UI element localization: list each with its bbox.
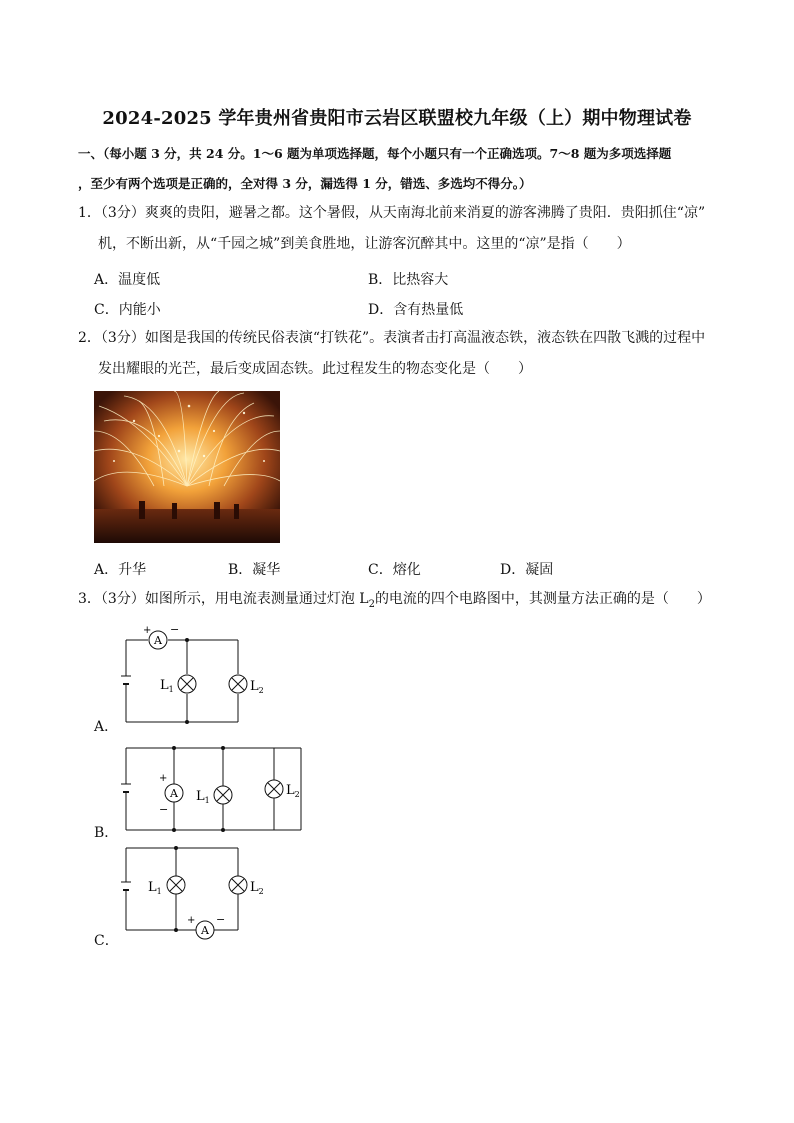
circuit-option-a-label[interactable]: A． bbox=[94, 719, 119, 735]
q1-option-b[interactable]: B．比热容大 bbox=[368, 272, 449, 288]
q2-option-d[interactable]: D．凝固 bbox=[500, 562, 554, 578]
q2-option-a[interactable]: A．升华 bbox=[94, 562, 147, 578]
lamp-l1-label: $L_1$ bbox=[148, 880, 162, 896]
question-2-line-2: 发出耀眼的光芒，最后变成固态铁。此过程发生的物态变化是（ ） bbox=[98, 361, 532, 377]
ammeter-a-minus: − bbox=[170, 623, 180, 636]
question-1-line-2: 机，不断出新，从“千园之城”到美食胜地，让游客沉醉其中。这里的“凉”是指（ ） bbox=[98, 236, 631, 252]
ammeter-c-minus: − bbox=[216, 913, 226, 926]
q1-option-a[interactable]: A．温度低 bbox=[94, 272, 161, 288]
question-1-line-1: 1．（3分）爽爽的贵阳，避暑之都。这个暑假，从天南海北前来消夏的游客沸腾了贵阳．贵阳抓住“凉” bbox=[78, 205, 706, 221]
lamp-l1-label: $L_1$ bbox=[160, 678, 174, 694]
question-1 bbox=[78, 198, 728, 260]
lamp-l2-label: $L_2$ bbox=[250, 679, 264, 695]
q2-option-b[interactable]: B．凝华 bbox=[228, 562, 281, 578]
ammeter-a-label: A bbox=[154, 634, 162, 647]
question-3-suffix: 的电流的四个电路图中，其测量方法正确的是（ ） bbox=[374, 591, 711, 607]
circuit-b[interactable] bbox=[110, 740, 310, 840]
q1-option-c[interactable]: C．内能小 bbox=[94, 302, 161, 318]
lamp-l2-label: $L_2$ bbox=[286, 783, 300, 799]
question-3 bbox=[78, 584, 728, 620]
q1-option-d[interactable]: D．含有热量低 bbox=[368, 302, 464, 318]
page-title: 2024-2025 学年贵州省贵阳市云岩区联盟校九年级（上）期中物理试卷 bbox=[102, 108, 692, 129]
lamp-l1-label: $L_1$ bbox=[196, 789, 210, 805]
circuit-a[interactable] bbox=[110, 620, 280, 730]
section-line-1: 一、（每小题 3 分，共 24 分。1～6 题为单项选择题，每个小题只有一个正确选项。7～8 题为多项选择题 bbox=[78, 146, 672, 161]
question-3-sub: 2 bbox=[368, 598, 375, 610]
iron-flower-photo bbox=[94, 391, 280, 543]
ammeter-b-plus: + bbox=[159, 773, 168, 784]
ammeter-c-label: A bbox=[201, 924, 209, 937]
ammeter-c-plus: + bbox=[187, 915, 196, 926]
ammeter-a-plus: + bbox=[143, 625, 152, 636]
circuit-option-c-label[interactable]: C． bbox=[94, 933, 119, 949]
section-instructions bbox=[78, 139, 728, 199]
circuit-c[interactable] bbox=[110, 842, 280, 947]
ammeter-b-label: A bbox=[170, 787, 178, 800]
ammeter-b-minus: − bbox=[159, 803, 169, 816]
section-line-2: ，至少有两个选项是正确的，全对得 3 分，漏选得 1 分，错选、多选均不得分。） bbox=[78, 176, 532, 191]
circuit-option-b-label[interactable]: B． bbox=[94, 825, 119, 841]
lamp-l2-label: $L_2$ bbox=[250, 880, 264, 896]
question-2 bbox=[78, 323, 728, 385]
question-2-line-1: 2．（3分）如图是我国的传统民俗表演“打铁花”。表演者击打高温液态铁，液态铁在四散飞溅的过程中 bbox=[78, 330, 706, 346]
question-3-prefix: 3．（3分）如图所示，用电流表测量通过灯泡 L bbox=[78, 591, 369, 607]
q2-option-c[interactable]: C．熔化 bbox=[368, 562, 421, 578]
